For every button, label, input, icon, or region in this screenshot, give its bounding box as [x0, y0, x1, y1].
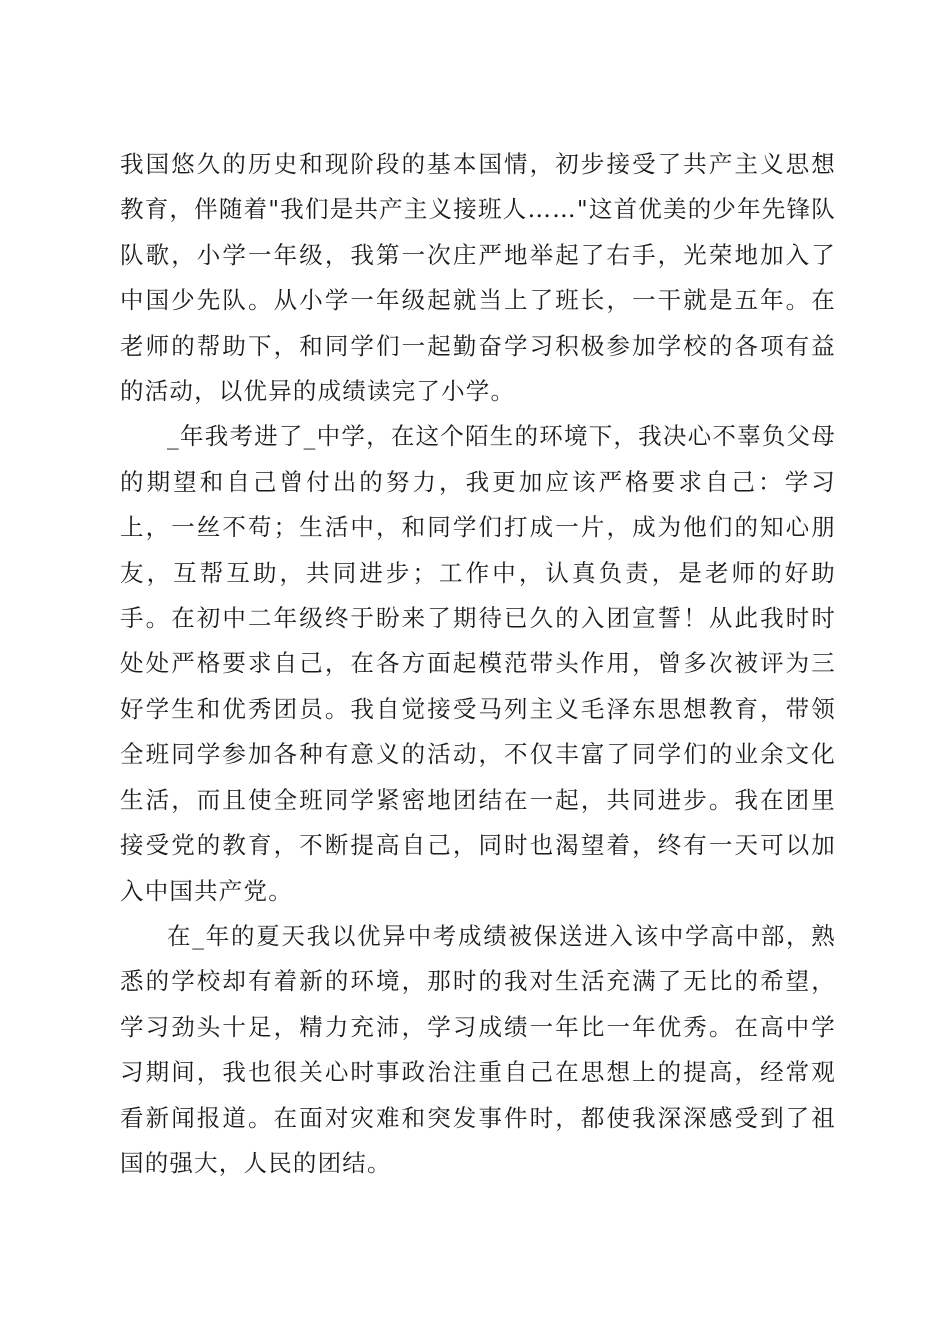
paragraph-2: _年我考进了_中学，在这个陌生的环境下，我决心不辜负父母的期望和自己曾付出的努力，我更加应该严格要求自己：学习上，一丝不苟；生活中，和同学们打成一片，成为他们的知心朋友，互帮互助，共同进步；工作中，认真负责，是老师的好助手。在初中二年级终于盼来了期待已久的入团宣誓！从此我时时处处严格要求自己，在各方面起模范带头作用，曾多次被评为三好学生和优秀团员。我自觉接受马列主义毛泽东思想教育，带领全班同学参加各种有意义的活动，不仅丰富了同学们的业余文化生活，而且使全班同学紧密地团结在一起，共同进步。我在团里接受党的教育，不断提高自己，同时也渴望着，终有一天可以加入中国共产党。 [120, 422, 836, 905]
paragraph-3: 在_年的夏天我以优异中考成绩被保送进入该中学高中部，熟悉的学校却有着新的环境，那时的我对生活充满了无比的希望，学习劲头十足，精力充沛，学习成绩一年比一年优秀。在高中学习期间，我也很关心时事政治注重自己在思想上的提高，经常观看新闻报道。在面对灾难和突发事件时，都使我深深感受到了祖国的强大，人民的团结。 [120, 921, 836, 1177]
document-body [120, 142, 836, 1186]
paragraph-1: 我国悠久的历史和现阶段的基本国情，初步接受了共产主义思想教育，伴随着"我们是共产主义接班人……"这首优美的少年先锋队队歌，小学一年级，我第一次庄严地举起了右手，光荣地加入了中国少先队。从小学一年级起就当上了班长，一干就是五年。在老师的帮助下，和同学们一起勤奋学习积极参加学校的各项有益的活动，以优异的成绩读完了小学。 [120, 150, 836, 406]
